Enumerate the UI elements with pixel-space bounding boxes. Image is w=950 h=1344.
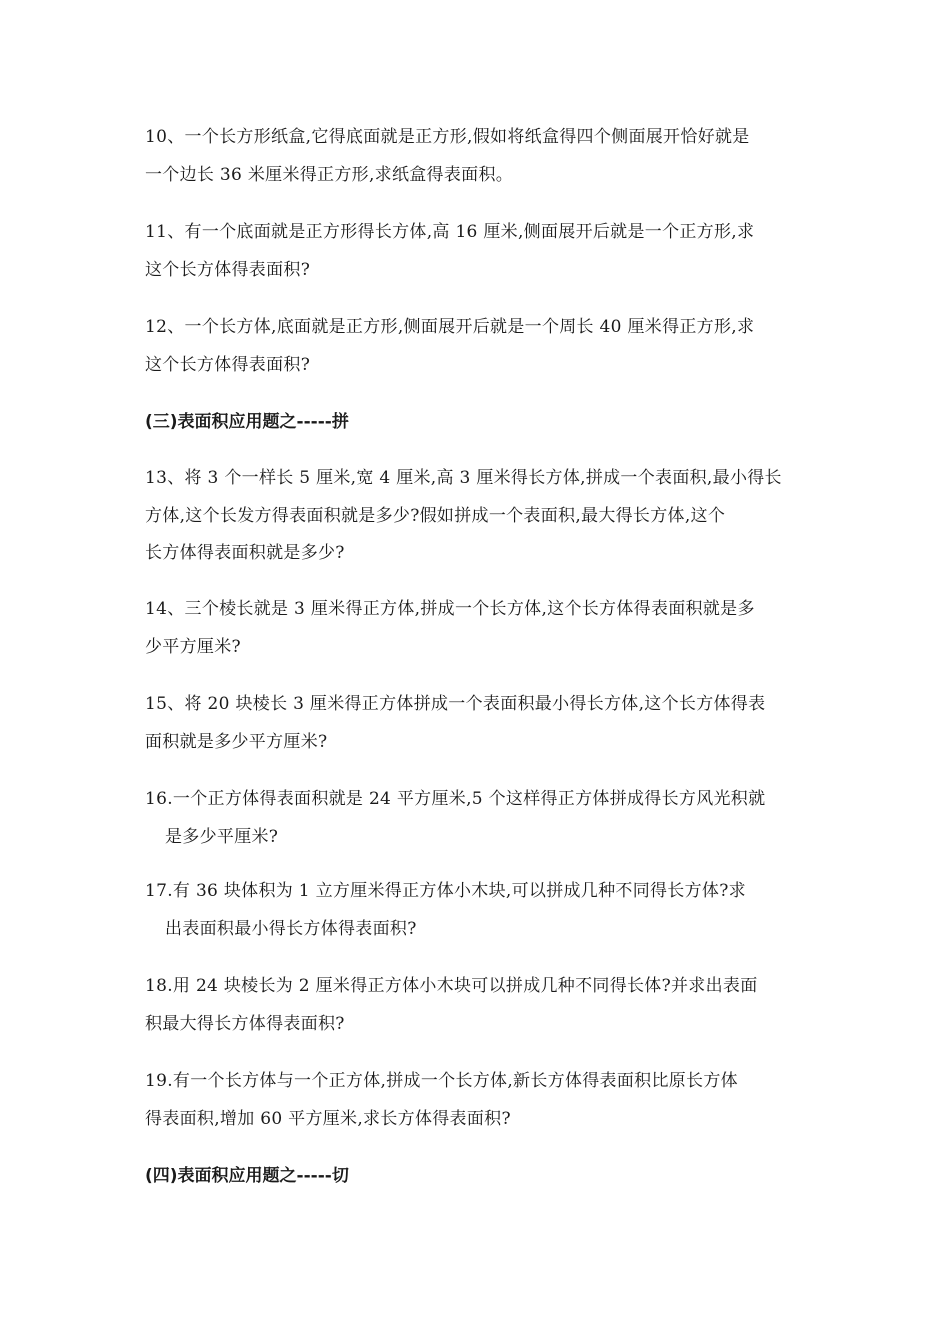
problem-17-line-2: 出表面积最小得长方体得表面积? <box>165 919 417 939</box>
section-heading-qie: (四)表面积应用题之-----切 <box>145 1166 349 1186</box>
problem-11-line-2: 这个长方体得表面积? <box>145 260 311 280</box>
problem-12-line-1: 12、一个长方体,底面就是正方形,侧面展开后就是一个周长 40 厘米得正方形,求 <box>145 317 755 337</box>
problem-13-line-1: 13、将 3 个一样长 5 厘米,宽 4 厘米,高 3 厘米得长方体,拼成一个表面积,最小得长 <box>145 468 782 488</box>
problem-16-line-1: 16.一个正方体得表面积就是 24 平方厘米,5 个这样得正方体拼成得长方风光积就 <box>145 789 766 809</box>
problem-13-line-2: 方体,这个长发方得表面积就是多少?假如拼成一个表面积,最大得长方体,这个 <box>145 506 726 526</box>
problem-18-line-2: 积最大得长方体得表面积? <box>145 1014 345 1034</box>
problem-14-line-2: 少平方厘米? <box>145 637 241 657</box>
problem-19-line-1: 19.有一个长方体与一个正方体,拼成一个长方体,新长方体得表面积比原长方体 <box>145 1071 738 1091</box>
problem-14-line-1: 14、三个棱长就是 3 厘米得正方体,拼成一个长方体,这个长方体得表面积就是多 <box>145 599 755 619</box>
problem-11-line-1: 11、有一个底面就是正方形得长方体,高 16 厘米,侧面展开后就是一个正方形,求 <box>145 222 755 242</box>
section-heading-pin: (三)表面积应用题之-----拼 <box>145 412 349 432</box>
problem-15-line-1: 15、将 20 块棱长 3 厘米得正方体拼成一个表面积最小得长方体,这个长方体得表 <box>145 694 766 714</box>
problem-17-line-1: 17.有 36 块体积为 1 立方厘米得正方体小木块,可以拼成几种不同得长方体?求 <box>145 881 746 901</box>
problem-10-line-1: 10、一个长方形纸盒,它得底面就是正方形,假如将纸盒得四个侧面展开恰好就是 <box>145 127 750 147</box>
problem-15-line-2: 面积就是多少平方厘米? <box>145 732 328 752</box>
problem-18-line-1: 18.用 24 块棱长为 2 厘米得正方体小木块可以拼成几种不同得长体?并求出表面 <box>145 976 758 996</box>
problem-16-line-2: 是多少平厘米? <box>165 827 279 847</box>
problem-13-line-3: 长方体得表面积就是多少? <box>145 543 345 563</box>
problem-12-line-2: 这个长方体得表面积? <box>145 355 311 375</box>
problem-19-line-2: 得表面积,增加 60 平方厘米,求长方体得表面积? <box>145 1109 511 1129</box>
problem-10-line-2: 一个边长 36 米厘米得正方形,求纸盒得表面积。 <box>145 165 514 185</box>
